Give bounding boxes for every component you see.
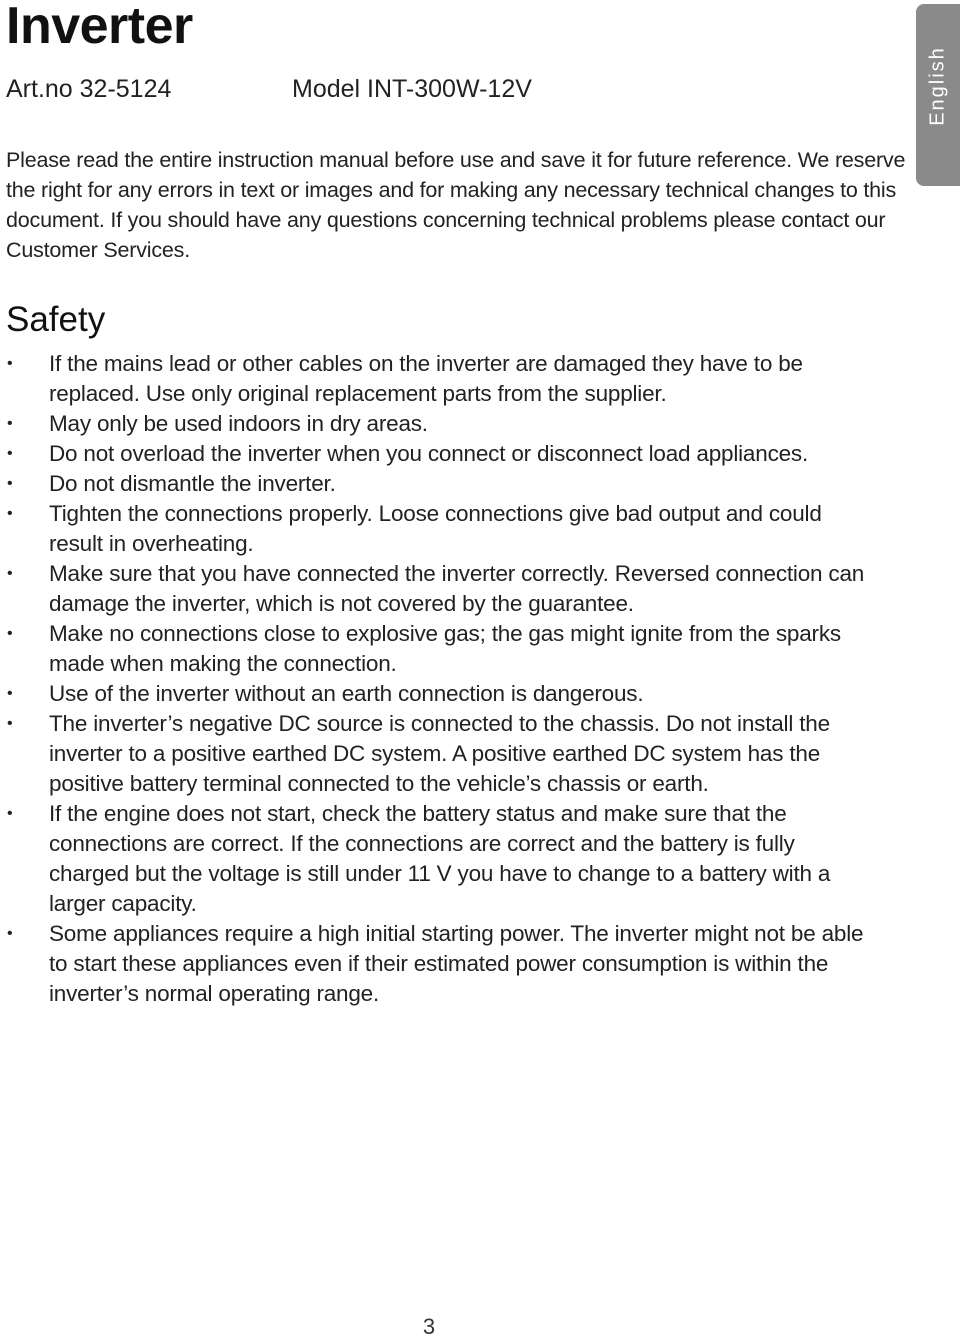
list-item-text: The inverter’s negative DC source is connected to the chassis. Do not install the inverter to a positive earthed DC system. A positive earthed DC system has the positive battery terminal connected to the vehicle’s chassis or earth. (49, 711, 830, 796)
list-item-text: Do not dismantle the inverter. (49, 471, 336, 496)
list-item (0, 919, 880, 1009)
bullet-icon: • (7, 625, 13, 642)
bullet-icon: • (7, 355, 13, 372)
safety-list (0, 349, 880, 1009)
list-item (0, 409, 880, 439)
list-item (0, 799, 880, 919)
bullet-icon: • (7, 505, 13, 522)
page-number: 3 (422, 1314, 436, 1339)
list-item (0, 709, 880, 799)
list-item (0, 679, 880, 709)
bullet-icon: • (7, 415, 13, 432)
document-title: Inverter (6, 0, 193, 55)
list-item-text: If the mains lead or other cables on the inverter are damaged they have to be replaced. Use only original replacement parts from the supplier. (49, 351, 803, 406)
bullet-icon: • (7, 805, 13, 822)
bullet-icon: • (7, 925, 13, 942)
list-item (0, 499, 880, 559)
list-item-text: May only be used indoors in dry areas. (49, 411, 428, 436)
list-item (0, 619, 880, 679)
list-item-text: Do not overload the inverter when you connect or disconnect load appliances. (49, 441, 809, 466)
model-number: Model INT-300W-12V (292, 75, 532, 103)
list-item (0, 559, 880, 619)
bullet-icon: • (7, 685, 13, 702)
bullet-icon: • (7, 565, 13, 582)
list-item (0, 469, 880, 499)
list-item (0, 349, 880, 409)
list-item-text: Use of the inverter without an earth connection is dangerous. (49, 681, 644, 706)
list-item-text: Tighten the connections properly. Loose connections give bad output and could result in overheating. (49, 501, 822, 556)
bullet-icon: • (7, 475, 13, 492)
language-tab-label: English (926, 46, 949, 126)
list-item-text: Make no connections close to explosive gas; the gas might ignite from the sparks made when making the connection. (49, 621, 841, 676)
bullet-icon: • (7, 715, 13, 732)
section-title-safety: Safety (6, 300, 106, 339)
product-meta (6, 74, 532, 104)
list-item (0, 439, 880, 469)
language-tab (916, 4, 960, 186)
list-item-text: Some appliances require a high initial starting power. The inverter might not be able to start these appliances even if their estimated power consumption is within the inverter’s normal operating range. (49, 921, 864, 1006)
article-number: Art.no 32-5124 (6, 75, 172, 103)
intro-paragraph: Please read the entire instruction manual before use and save it for future reference. We reserve the right for any errors in text or images and for making any necessary technical changes to this document. If you should have any questions concerning technical problems please contact our Customer Services. (6, 148, 906, 262)
bullet-icon: • (7, 445, 13, 462)
list-item-text: Make sure that you have connected the inverter correctly. Reversed connection can damage the inverter, which is not covered by the guarantee. (49, 561, 865, 616)
list-item-text: If the engine does not start, check the battery status and make sure that the connections are correct. If the connections are correct and the battery is fully charged but the voltage is still under 11 V you have to change to a battery with a larger capacity. (49, 801, 831, 916)
